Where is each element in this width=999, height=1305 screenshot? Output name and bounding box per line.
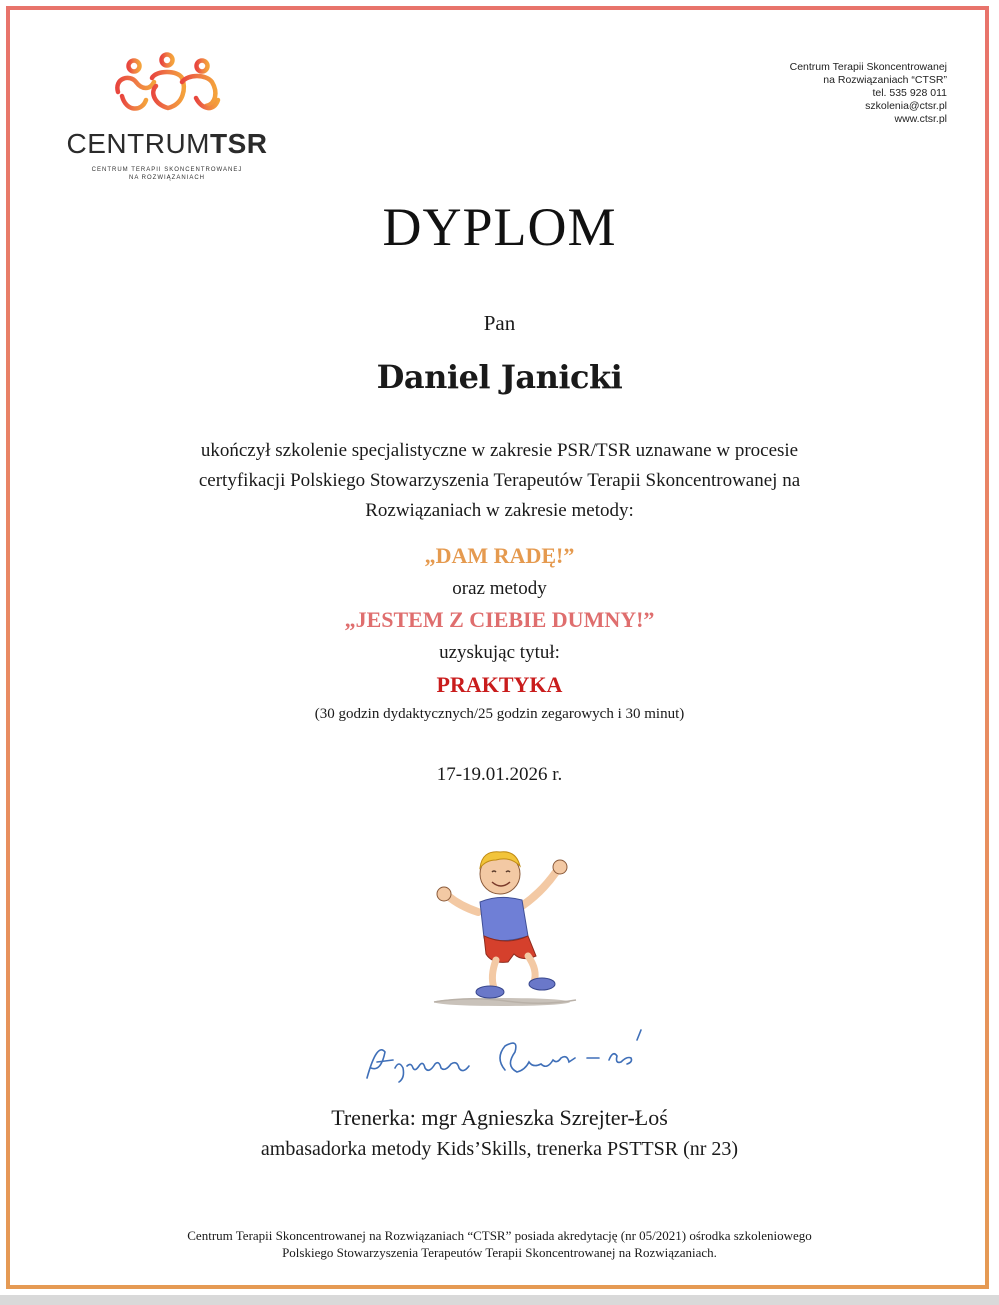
contact-email: szkolenia@ctsr.pl	[865, 100, 947, 112]
logo-subtitle: CENTRUM TERAPII SKONCENTROWANEJ NA ROZWIĄZANIACH	[91, 167, 243, 181]
title-intro: uzyskując tytuł:	[439, 642, 560, 663]
footer-line: Polskiego Stowarzyszenia Terapeutów Terapii Skoncentrowanej na Rozwiązaniach.	[282, 1245, 717, 1260]
recipient-name: Daniel Janicki	[376, 358, 623, 396]
accreditation-footer	[0, 1227, 999, 1261]
course-hours: (30 godzin dydaktycznych/25 godzin zegarowych i 30 minut)	[314, 706, 685, 722]
body-line: ukończył szkolenie specjalistyczne w zakresie PSR/TSR uznawane w procesie	[200, 440, 799, 461]
footer-line: Centrum Terapii Skoncentrowanej na Rozwiązaniach “CTSR” posiada akredytację (nr 05/2021) ośrodka szkoleniowego	[187, 1228, 812, 1243]
body-line: Rozwiązaniach w zakresie metody:	[365, 500, 634, 521]
people-logo-icon	[56, 52, 278, 124]
page-edge	[0, 1295, 999, 1305]
body-line: certyfikacji Polskiego Stowarzyszenia Terapeutów Terapii Skoncentrowanej na	[198, 470, 801, 491]
salutation: Pan	[483, 311, 516, 335]
diploma-body	[0, 436, 999, 526]
connector-text: oraz metody	[452, 578, 547, 599]
diploma-title: DYPLOM	[382, 197, 617, 257]
contact-website: www.ctsr.pl	[894, 113, 947, 125]
contact-org: Centrum Terapii Skoncentrowanej	[789, 61, 947, 73]
method-jestem-dumny: „JESTEM Z CIEBIE DUMNY!”	[344, 607, 655, 632]
course-date: 17-19.01.2026 r.	[436, 764, 563, 785]
centrum-tsr-logo	[56, 52, 278, 192]
trainer-signature	[355, 1022, 655, 1092]
contact-phone: tel. 535 928 011	[872, 87, 947, 99]
trainer-name: Trenerka: mgr Agnieszka Szrejter-Łoś	[331, 1105, 668, 1130]
contact-block	[790, 61, 947, 126]
awarded-title: PRAKTYKA	[436, 672, 563, 697]
running-boy-illustration	[430, 836, 580, 1014]
logo-wordmark: CENTRUMTSR	[66, 128, 268, 159]
trainer-credentials: ambasadorka metody Kids’Skills, trenerka PSTTSR (nr 23)	[260, 1138, 739, 1160]
method-dam-rade: „DAM RADĘ!”	[424, 543, 575, 568]
contact-org-cont: na Rozwiązaniach “CTSR”	[823, 74, 947, 86]
